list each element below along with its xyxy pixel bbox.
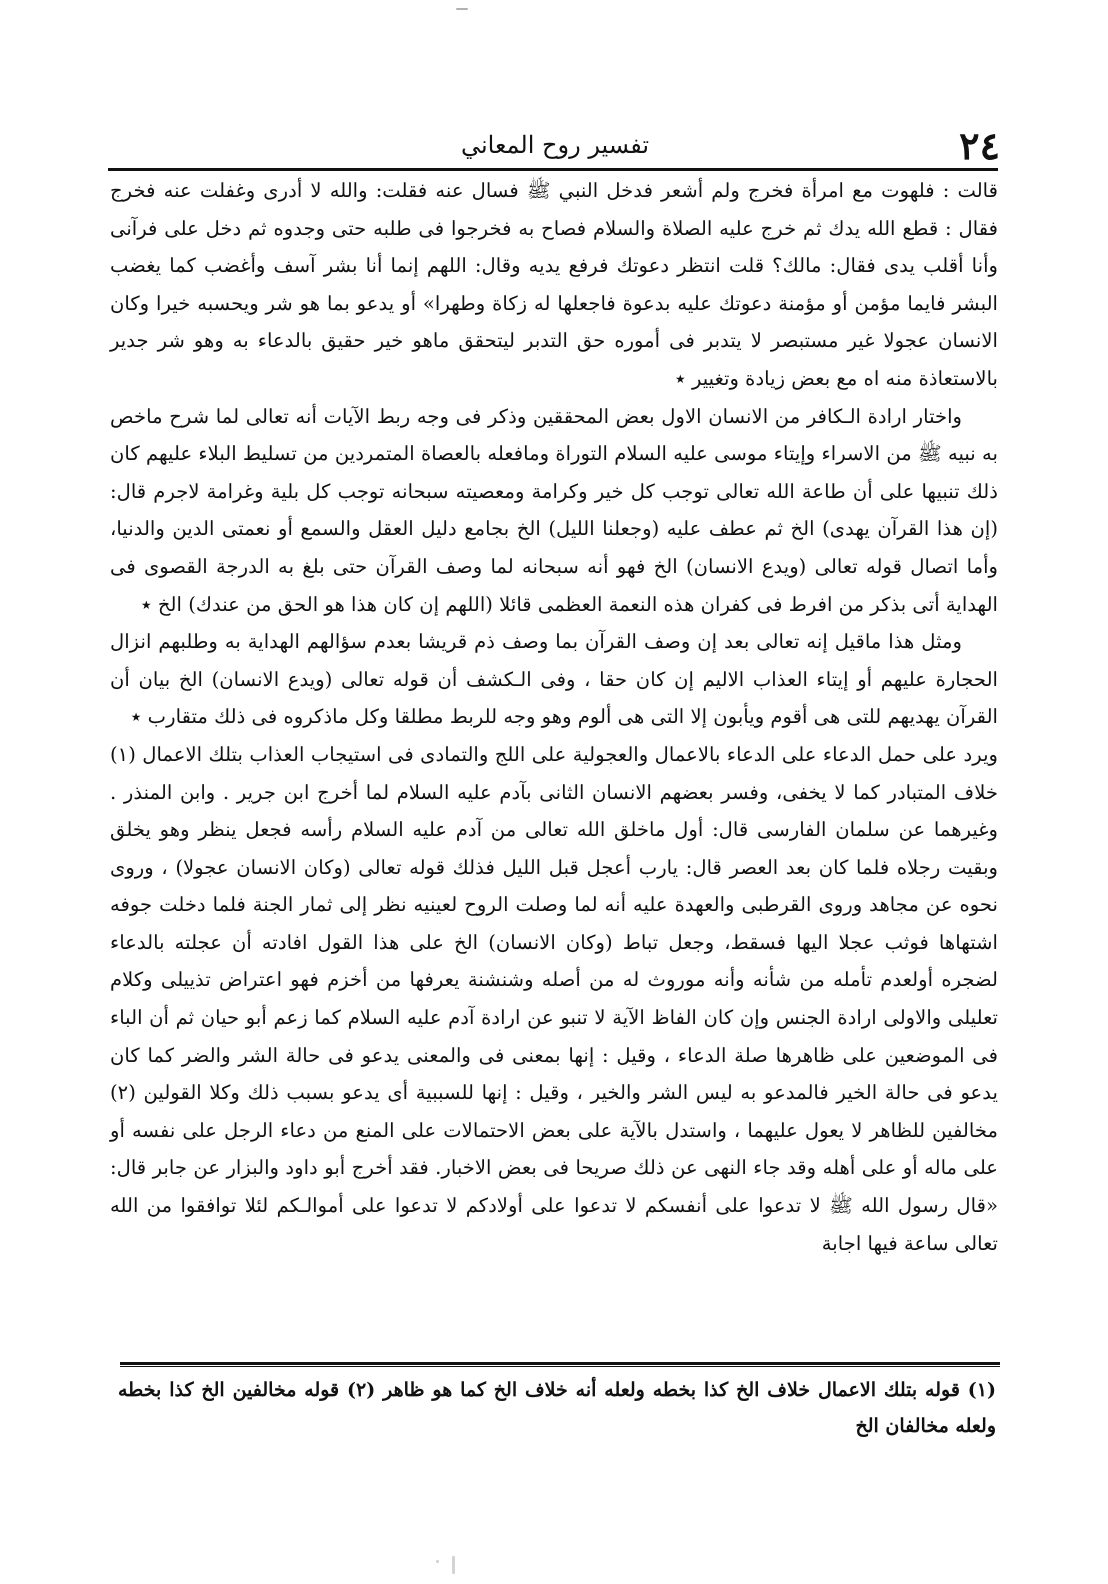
paragraph-2: واختار ارادة الـكافر من الانسان الاول بعض المحققين وذكر فى وجه ربط الآيات أنه تعالى لما شرح ماخص به نبيه ﷺ من الاسراء وإيتاء موسى عليه السلام التوراة ومافعله بالعصاة المتمردين من تسليط البلاء عليهم كان ذلك تنبيها على أن طاعة الله تعالى توجب كل خير وكرامة ومعصيته سبحانه توجب كل بلية وغرامة لاجرم قال: (إن هذا القرآن يهدى) الخ ثم عطف عليه (وجعلنا الليل) الخ بجامع دليل العقل والسمع أو نعمتى الدين والدنيا، وأما اتصال قوله تعالى (ويدع الانسان) الخ فهو أنه سبحانه لما وصف القرآن حتى بلغ به الدرجة القصوى فى الهداية أتى بذكر من افرط فى كفران هذه النعمة العظمى قائلا (اللهم إن كان هذا هو الحق من عندك) الخ ٭: [110, 404, 998, 616]
page-number: ٢٤: [959, 123, 1000, 168]
footnote-rule: [120, 1362, 1000, 1367]
footnotes: [118, 1372, 996, 1444]
header-rule: [108, 168, 998, 171]
paragraph-1: قالت : فلهوت مع امرأة فخرج ولم أشعر فدخل النبي ﷺ فسال عنه فقلت: والله لا أدرى وغفلت عنه فخرج فقال : قطع الله يدك ثم خرج عليه الصلاة والسلام فصاح به فخرجوا فى طلبه حتى وجدوه ثم دخل على فرآنى وأنا أقلب يدى فقال: مالك؟ قلت انتظر دعوتك فرفع يديه وقال: اللهم إنما أنا بشر آسف وأغضب كما يغضب البشر فايما مؤمن أو مؤمنة دعوتك عليه بدعوة فاجعلها له زكاة وطهرا» أو يدعو بما هو شر ويحسبه خيرا وكان الانسان عجولا غير مستبصر لا يتدبر فى أموره حق التدبر ليتحقق ماهو خير حقيق بالدعاء به وهو شر جدير بالاستعاذة منه اه مع بعض زيادة وتغيير ٭: [110, 179, 998, 390]
scan-speck: [452, 1556, 455, 1574]
page-header: [110, 123, 1000, 172]
running-title: تفسير روح المعاني: [460, 131, 650, 159]
scan-speck-2: [436, 1560, 439, 1563]
paragraph-3: ومثل هذا ماقيل إنه تعالى بعد إن وصف القرآن بما وصف ذم قريشا بعدم سؤالهم الهداية به وطلبهم انزال الحجارة عليهم أو إيتاء العذاب الاليم إن كان حقا ، وفى الـكشف أن قوله تعالى (ويدع الانسان) الخ بيان أن القرآن يهديهم للتى هى أقوم ويأبون إلا التى هى ألوم وهو وجه للربط مطلقا وكل ماذكروه فى ذلك متقارب ٭: [110, 630, 998, 729]
main-text: [110, 172, 998, 1262]
paragraph-4: ويرد على حمل الدعاء على الدعاء بالاعمال والعجولية على اللج والتمادى فى استيجاب العذاب بتلك الاعمال (١) خلاف المتبادر كما لا يخفى، وفسر بعضهم الانسان الثانى بآدم عليه السلام لما أخرج ابن جرير . وابن المنذر . وغيرهما عن سلمان الفارسى قال: أول ماخلق الله تعالى من آدم عليه السلام رأسه فجعل ينظر وهو يخلق وبقيت رجلاه فلما كان بعد العصر قال: يارب أعجل قبل الليل فذلك قوله تعالى (وكان الانسان عجولا) ، وروى نحوه عن مجاهد وروى القرطبى والعهدة عليه أنه لما وصلت الروح لعينيه نظر إلى ثمار الجنة فلما دخلت جوفه اشتهاها فوثب عجلا اليها فسقط، وجعل تباط (وكان الانسان) الخ على هذا القول افادته أن عجلته بالدعاء لضجره أولعدم تأمله من شأنه وأنه موروث له من أصله وشنشنة يعرفها من أخزم فهو اعتراض تذييلى وكلام تعليلى والاولى ارادة الجنس وإن كان الفاظ الآية لا تنبو عن ارادة آدم عليه السلام كما زعم أبو حيان ثم أن الباء فى الموضعين على ظاهرها صلة الدعاء ، وقيل : إنها بمعنى فى والمعنى يدعو فى حالة الشر والضر كما كان يدعو فى حالة الخير فالمدعو به ليس الشر والخير ، وقيل : إنها للسببية أى يدعو بسبب ذلك وكلا القولين (٢) مخالفين للظاهر لا يعول عليهما ، واستدل بالآية على بعض الاحتمالات على المنع من دعاء الرجل على نفسه أو على ماله أو على أهله وقد جاء النهى عن ذلك صريحا فى بعض الاخبار. فقد أخرج أبو داود والبزار عن جابر قال: «قال رسول الله ﷺ لا تدعوا على أنفسكم لا تدعوا على أولادكم لا تدعوا على أموالـكم لئلا توافقوا من الله تعالى ساعة فيها اجابة: [110, 742, 998, 1255]
ink-mark-top: [456, 8, 468, 10]
footnote: (١) قوله بتلك الاعمال خلاف الخ كذا بخطه ولعله أنه خلاف الخ كما هو ظاهر (٢) قوله مخالفين الخ كذا بخطه ولعله مخالفان الخ: [118, 1379, 996, 1437]
